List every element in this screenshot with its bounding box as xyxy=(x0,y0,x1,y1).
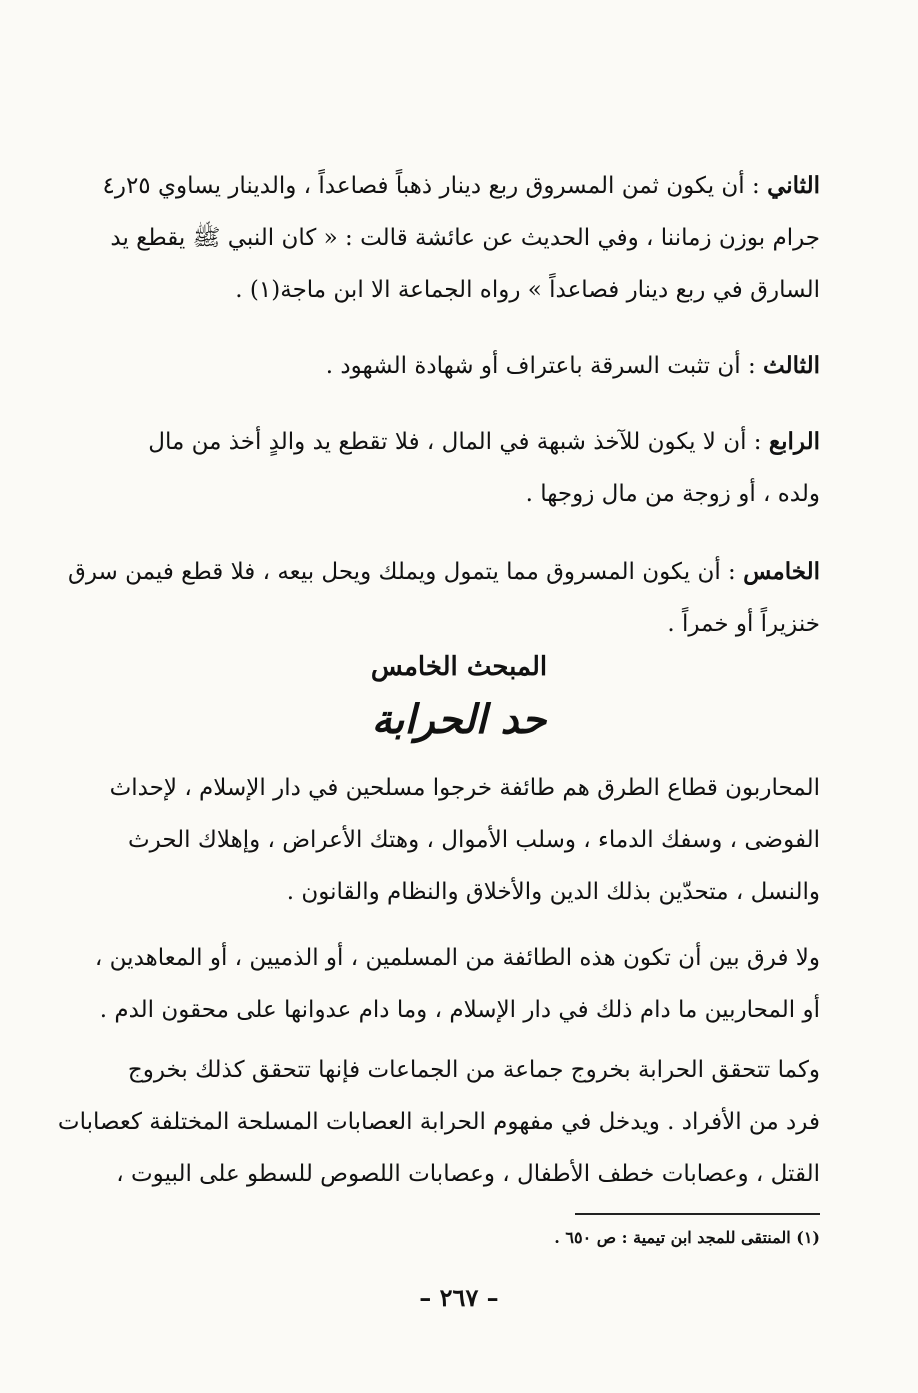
condition-lead-word: الثاني xyxy=(767,172,820,199)
page-number: – ٢٦٧ – xyxy=(419,1283,499,1312)
condition-lead-word: الخامس xyxy=(743,558,820,585)
body-paragraph-definition xyxy=(109,762,820,918)
paragraph-line: الرابع : أن لا يكون للآخذ شبهة في المال ، فلا تقطع يد والدٍ أخذ من مال xyxy=(148,428,820,455)
condition-fourth-paragraph xyxy=(134,416,820,520)
paragraph-line: السارق في ربع دينار فصاعداً » رواه الجماعة الا ابن ماجة(١) . xyxy=(235,277,820,303)
section-title: حد الحرابة xyxy=(371,696,547,743)
paragraph-line: جرام بوزن زماننا ، وفي الحديث عن عائشة قالت : « كان النبي ﷺ يقطع يد xyxy=(110,225,820,251)
paragraph-line: فرد من الأفراد . ويدخل في مفهوم الحرابة العصابات المسلحة المختلفة كعصابات xyxy=(57,1109,820,1135)
condition-second-paragraph xyxy=(102,160,820,316)
section-heading: المبحث الخامس xyxy=(370,652,548,682)
paragraph-line: أو المحاربين ما دام ذلك في دار الإسلام ، وما دام عدوانها على محقون الدم . xyxy=(99,997,820,1023)
paragraph-line: وكما تتحقق الحرابة بخروج جماعة من الجماعات فإنها تتحقق كذلك بخروج xyxy=(127,1057,820,1083)
paragraph-line: ولده ، أو زوجة من مال زوجها . xyxy=(525,481,820,507)
paragraph-line: ولا فرق بين أن تكون هذه الطائفة من المسلمين ، أو الذميين ، أو المعاهدين ، xyxy=(94,945,820,971)
footnote-divider xyxy=(575,1213,820,1215)
body-paragraph-individual xyxy=(57,1044,820,1200)
paragraph-line: الثالث : أن تثبت السرقة باعتراف أو شهادة الشهود . xyxy=(325,352,820,379)
footnote: (١) المنتقى للمجد ابن تيمية : ص ٦٥٠ . xyxy=(554,1228,820,1247)
paragraph-line: الثاني : أن يكون ثمن المسروق ربع دينار ذهباً فصاعداً ، والدينار يساوي ٢٥ر٤ xyxy=(102,172,820,199)
paragraph-line: القتل ، وعصابات خطف الأطفال ، وعصابات اللصوص للسطو على البيوت ، xyxy=(116,1161,820,1187)
condition-lead-word: الثالث xyxy=(763,352,820,379)
condition-lead-word: الرابع xyxy=(768,428,820,455)
body-paragraph-no-difference xyxy=(94,932,820,1036)
condition-fifth-paragraph xyxy=(67,546,820,650)
condition-third-paragraph xyxy=(134,340,820,392)
paragraph-line: والنسل ، متحدّين بذلك الدين والأخلاق والنظام والقانون . xyxy=(286,879,820,905)
paragraph-line: خنزيراً أو خمراً . xyxy=(667,611,820,637)
paragraph-line: المحاربون قطاع الطرق هم طائفة خرجوا مسلحين في دار الإسلام ، لإحداث xyxy=(109,775,820,801)
paragraph-line: الفوضى ، وسفك الدماء ، وسلب الأموال ، وهتك الأعراض ، وإهلاك الحرث xyxy=(127,827,820,853)
paragraph-line: الخامس : أن يكون المسروق مما يتمول ويملك ويحل بيعه ، فلا قطع فيمن سرق xyxy=(67,558,820,585)
